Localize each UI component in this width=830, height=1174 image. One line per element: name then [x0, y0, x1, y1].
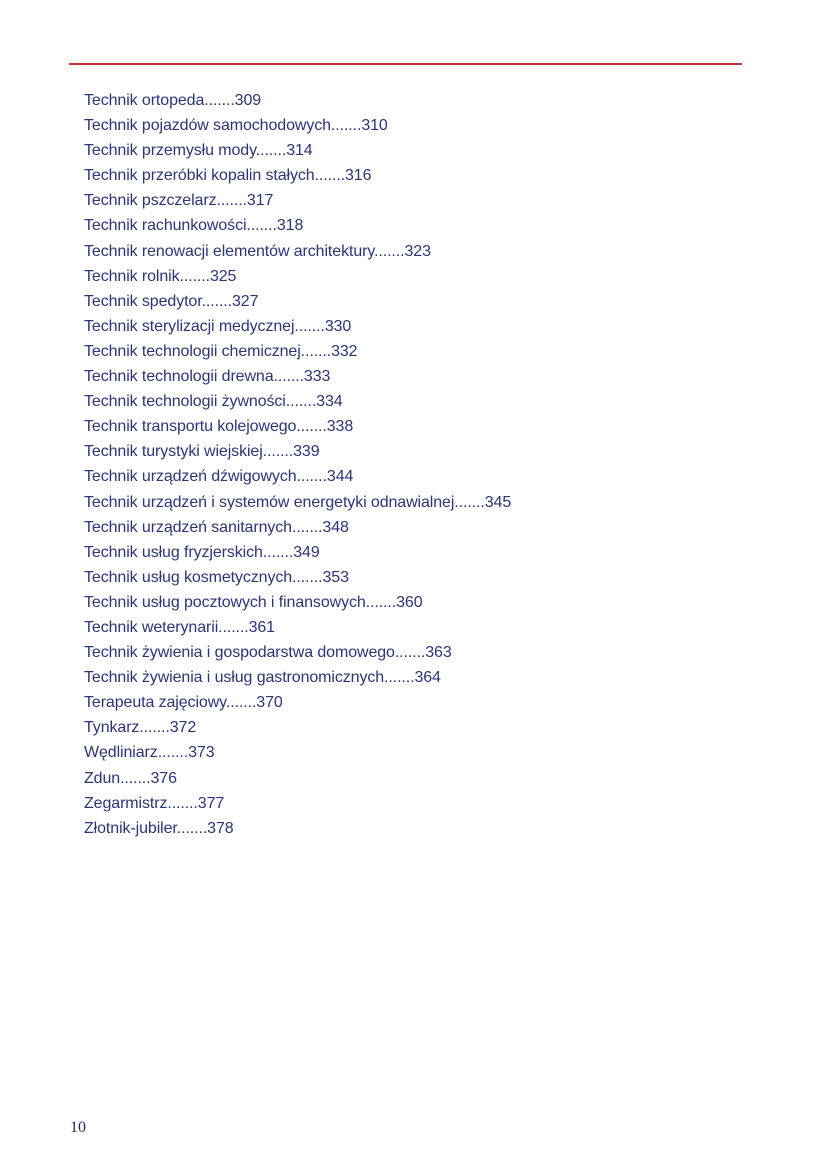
toc-entry[interactable]: Technik technologii drewna.......333 — [84, 368, 331, 386]
toc-entry[interactable]: Zdun.......376 — [84, 769, 177, 787]
toc-entry[interactable]: Technik żywienia i gospodarstwa domowego.......363 — [84, 644, 452, 662]
toc-entry[interactable]: Technik turystyki wiejskiej.......339 — [84, 443, 320, 461]
toc-entry[interactable]: Technik technologii żywności.......334 — [84, 393, 343, 411]
page-number: 10 — [70, 1119, 86, 1136]
toc-entry[interactable]: Technik urządzeń i systemów energetyki odnawialnej.......345 — [84, 493, 512, 511]
toc-entry[interactable]: Technik usług kosmetycznych.......353 — [84, 568, 349, 586]
toc-entry[interactable]: Technik urządzeń dźwigowych.......344 — [84, 468, 354, 486]
toc-entry[interactable]: Technik usług fryzjerskich.......349 — [84, 543, 320, 561]
toc-entry[interactable]: Technik weterynarii.......361 — [84, 618, 275, 636]
toc-entry[interactable]: Technik rolnik.......325 — [84, 267, 237, 285]
toc-entry[interactable]: Technik spedytor.......327 — [84, 292, 259, 310]
table-of-contents — [84, 88, 511, 841]
header-rule — [69, 63, 742, 65]
toc-entry[interactable]: Tynkarz.......372 — [84, 719, 197, 737]
toc-entry[interactable]: Technik ortopeda.......309 — [84, 92, 262, 109]
toc-entry[interactable]: Złotnik-jubiler.......378 — [84, 819, 234, 837]
toc-entry[interactable]: Technik pszczelarz.......317 — [84, 192, 274, 210]
toc-entry[interactable]: Technik sterylizacji medycznej.......330 — [84, 317, 352, 335]
toc-entry[interactable]: Technik przeróbki kopalin stałych.......316 — [84, 167, 372, 185]
toc-entry[interactable]: Terapeuta zajęciowy.......370 — [84, 694, 283, 712]
toc-entry[interactable]: Technik żywienia i usług gastronomicznych.......364 — [84, 669, 441, 687]
toc-entry[interactable]: Technik transportu kolejowego.......338 — [84, 418, 354, 436]
toc-entry[interactable]: Zegarmistrz.......377 — [84, 794, 225, 812]
toc-entry[interactable]: Technik renowacji elementów architektury.......323 — [84, 242, 431, 260]
toc-entry[interactable]: Technik usług pocztowych i finansowych.......360 — [84, 593, 423, 611]
toc-entry[interactable]: Wędliniarz.......373 — [84, 744, 215, 762]
toc-entry[interactable]: Technik pojazdów samochodowych.......310 — [84, 117, 388, 135]
toc-entry[interactable]: Technik urządzeń sanitarnych.......348 — [84, 518, 349, 536]
toc-entry[interactable]: Technik technologii chemicznej.......332 — [84, 342, 358, 360]
toc-entry[interactable]: Technik przemysłu mody.......314 — [84, 142, 313, 160]
toc-entry[interactable]: Technik rachunkowości.......318 — [84, 217, 304, 235]
